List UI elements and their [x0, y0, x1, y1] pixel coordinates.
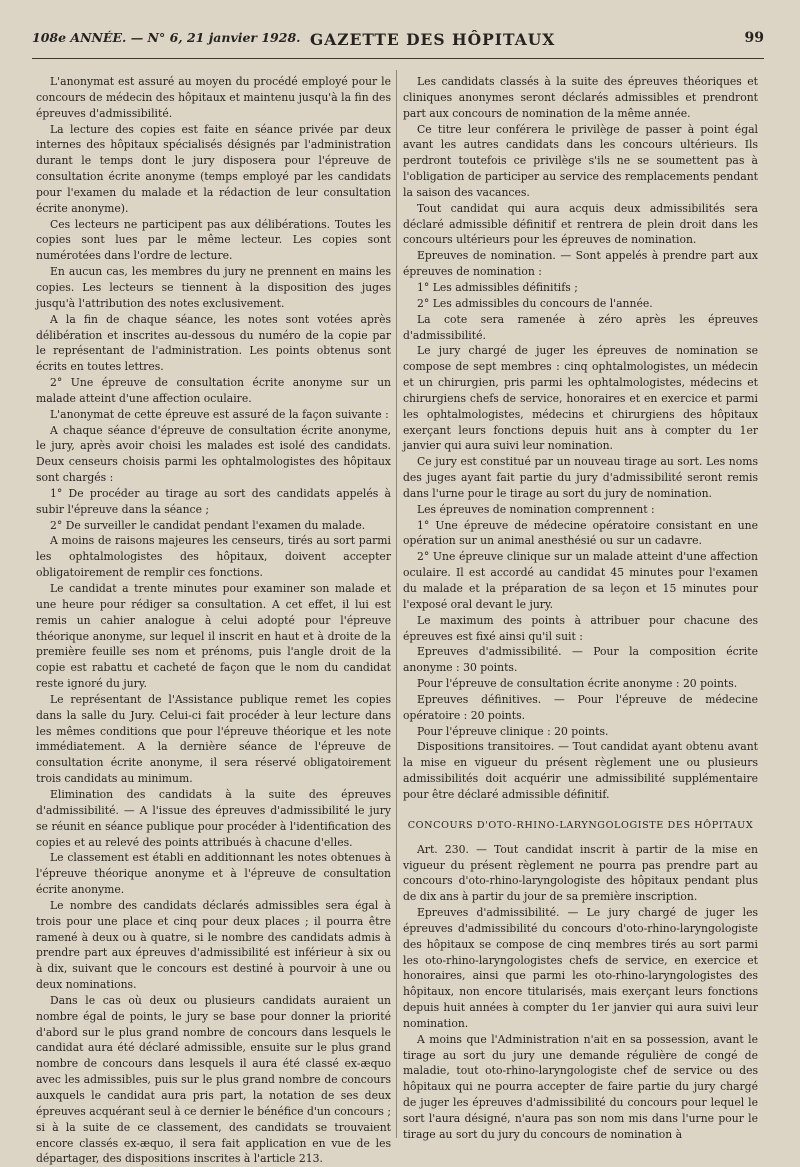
section-heading: CONCOURS D'OTO-RHINO-LARYNGOLOGISTE DES HÔPITAUX: [407, 819, 754, 831]
paragraph: La lecture des copies est faite en séance privée par deux internes des hôpitaux spécialisés désignés par l'administration durant le temps dont le jury disposera pour l'épreuve de consultation écrite anonyme (temps employé par les candidats pour l'examen du malade et la rédaction de leur consultation écrite anonyme).: [36, 122, 391, 215]
issue-info: 108e ANNÉE. — N° 6, 21 janvier 1928.: [32, 30, 301, 45]
left-column: [36, 74, 391, 1166]
paragraph: Pour l'épreuve de consultation écrite anonyme : 20 points.: [417, 677, 738, 691]
paragraph: 2° Une épreuve de consultation écrite anonyme sur un malade atteint d'une affection oculaire.: [36, 376, 391, 405]
paragraph: Les candidats classés à la suite des épreuves théoriques et cliniques anonymes seront déclarés admissibles et prendront part aux concours de nomination de la même année.: [403, 75, 758, 120]
paragraph: A chaque séance d'épreuve de consultation écrite anonyme, le jury, après avoir choisi les malades est isolé des candidats. Deux censeurs choisis parmi les ophtalmologistes des hôpitaux sont chargés :: [36, 423, 391, 485]
paragraph: Epreuves définitives. — Pour l'épreuve de médecine opératoire : 20 points.: [403, 692, 758, 722]
paragraph: Les épreuves de nomination comprennent :: [417, 502, 655, 516]
paragraph: La cote sera ramenée à zéro après les épreuves d'admissibilité.: [403, 312, 758, 342]
right-column: [403, 74, 758, 1141]
paragraph: Epreuves de nomination. — Sont appelés à prendre part aux épreuves de nomination :: [403, 249, 758, 279]
paragraph: Elimination des candidats à la suite des épreuves d'admissibilité. — A l'issue des épreuves d'admissibilité le jury se réunit en séance publique pour procéder à l'identification des copies et au relevé des points attribués à chacune d'elles.: [36, 787, 391, 849]
paragraph: 1° Une épreuve de médecine opératoire consistant en une opération sur un animal anesthésié ou sur un cadavre.: [403, 518, 758, 548]
paragraph: Le candidat a trente minutes pour examiner son malade et une heure pour rédiger sa consultation. A cet effet, il lui est remis un cahier analogue à celui adopté pour l'épreuve théorique anonyme, sur lequel il inscrit en haut et à droite de la première feuille ses nom et prénoms, puis l'angle droit de la copie est rabattu et cacheté de façon que le nom du candidat reste ignoré du jury.: [36, 582, 391, 691]
page-number: 99: [744, 30, 764, 46]
paragraph: A la fin de chaque séance, les notes sont votées après délibération et inscrites au-dessous du numéro de la copie par le représentant de l'administration. Les points obtenus sont écrits en toutes lettres.: [36, 312, 391, 374]
column-divider: [396, 70, 397, 1138]
paragraph: 1° De procéder au tirage au sort des candidats appelés à subir l'épreuve dans la séance ;: [36, 486, 391, 516]
paragraph: Le jury chargé de juger les épreuves de nomination se compose de sept membres : cinq ophtalmologistes, un médecin et un chirurgien, pris parmi les ophtalmologistes, médecins et chirurgiens chefs de service, honoraires et en exercice et parmi les ophtalmologistes, médecins et chirurgiens des hôpitaux exerçant leurs fonctions depuis huit ans à compter du 1er janvier qui aura suivi leur nomination.: [403, 344, 758, 453]
paragraph: Epreuves d'admissibilité. — Pour la composition écrite anonyme : 30 points.: [403, 645, 758, 675]
paragraph: Le maximum des points à attribuer pour chacune des épreuves est fixé ainsi qu'il suit :: [403, 613, 758, 643]
page-header: [32, 30, 764, 54]
paragraph: 2° Les admissibles du concours de l'année.: [417, 296, 653, 310]
paragraph: Dans le cas où deux ou plusieurs candidats auraient un nombre égal de points, le jury se base pour donner la priorité d'abord sur le plus grand nombre de concours dans lesquels le candidat aura été déclaré admissible, ensuite sur le plus grand nombre de concours dans lesquels il aura été classé ex-æquo avec les admissibles, puis sur le plus grand nombre de concours auxquels le candidat aura pris part, la notation de ses deux épreuves acquérant seul à ce dernier le bénéfice d'un concours ; si à la suite de ce classement, des candidats se trouvaient encore classés ex-æquo, il sera fait application en vue de les départager, des dispositions inscrites à l'article 213.: [36, 993, 391, 1166]
paragraph: Pour l'épreuve clinique : 20 points.: [417, 724, 609, 738]
journal-title: GAZETTE DES HÔPITAUX: [310, 30, 556, 49]
paragraph: Ce titre leur conférera le privilège de passer à point égal avant les autres candidats dans les concours ultérieurs. Ils perdront toutefois ce privilège s'ils ne se soumettent pas à l'obligation de participer au service des remplacements pendant la saison des vacances.: [403, 122, 758, 199]
paragraph: A moins que l'Administration n'ait en sa possession, avant le tirage au sort du jury une demande régulière de congé de maladie, tout oto-rhino-laryngologiste chef de service ou des hôpitaux qui ne pourra accepter de faire partie du jury chargé de juger les épreuves d'admissibilité du concours pour lequel le sort l'aura désigné, n'aura pas son nom mis dans l'urne pour le tirage au sort du jury du concours de nomination à: [403, 1032, 758, 1141]
paragraph: L'anonymat de cette épreuve est assuré de la façon suivante :: [50, 407, 389, 421]
paragraph: Tout candidat qui aura acquis deux admissibilités sera déclaré admissible définitif et rentrera de plein droit dans les concours ultérieurs pour les épreuves de nomination.: [403, 201, 758, 247]
paragraph: 2° Une épreuve clinique sur un malade atteint d'une affection oculaire. Il est accordé au candidat 45 minutes pour l'examen du malade et la préparation de sa leçon et 15 minutes pour l'exposé oral devant le jury.: [403, 550, 758, 611]
paragraph: Le représentant de l'Assistance publique remet les copies dans la salle du Jury. Celui-ci fait procéder à leur lecture dans les mêmes conditions que pour l'épreuve théorique et les note immédiatement. A la dernière séance de l'épreuve de consultation écrite anonyme, il sera réservé obligatoirement trois candidats au minimum.: [36, 692, 391, 786]
paragraph: Ces lecteurs ne participent pas aux délibérations. Toutes les copies sont lues par le même lecteur. Les copies sont numérotées dans l'ordre de lecture.: [36, 217, 391, 263]
paragraph: L'anonymat est assuré au moyen du procédé employé pour le concours de médecin des hôpitaux et maintenu jusqu'à la fin des épreuves d'admissibilité.: [36, 75, 391, 120]
paragraph: 2° De surveiller le candidat pendant l'examen du malade.: [50, 518, 366, 532]
paragraph: Art. 230. — Tout candidat inscrit à partir de la mise en vigueur du présent règlement ne pourra pas prendre part au concours d'oto-rhino-laryngologiste des hôpitaux pendant plus de dix ans à partir du jour de sa première inscription.: [403, 842, 758, 904]
paragraph: Ce jury est constitué par un nouveau tirage au sort. Les noms des juges ayant fait partie du jury d'admissibilité seront remis dans l'urne pour le tirage au sort du jury de nomination.: [403, 455, 758, 500]
header-rule: [32, 58, 764, 59]
paragraph: Epreuves d'admissibilité. — Le jury chargé de juger les épreuves d'admissibilité du concours d'oto-rhino-laryngologiste des hôpitaux se compose de cinq membres tirés au sort parmi les oto-rhino-laryngologistes chefs de service, en exercice et honoraires, ainsi que parmi les oto-rhino-laryngologistes des hôpitaux, non encore titularisés, mais exerçant leurs fonctions depuis huit années à compter du 1er janvier qui aura suivi leur nomination.: [403, 906, 758, 1030]
paragraph: Dispositions transitoires. — Tout candidat ayant obtenu avant la mise en vigueur du présent règlement une ou plusieurs admissibilités doit acquérir une admissibilité supplémentaire pour être déclaré admissible définitif.: [403, 740, 758, 801]
paragraph: A moins de raisons majeures les censeurs, tirés au sort parmi les ophtalmologistes des hôpitaux, doivent accepter obligatoirement de remplir ces fonctions.: [36, 534, 391, 580]
paragraph: 1° Les admissibles définitifs ;: [417, 280, 578, 294]
paragraph: Le classement est établi en additionnant les notes obtenues à l'épreuve théorique anonyme et à l'épreuve de consultation écrite anonyme.: [36, 851, 391, 897]
paragraph: Le nombre des candidats déclarés admissibles sera égal à trois pour une place et cinq pour deux places ; il pourra être ramené à deux ou à quatre, si le nombre des candidats admis à prendre part aux épreuves d'admissibilité est inférieur à six ou à dix, suivant que le concours est destiné à pourvoir à une ou deux nominations.: [36, 898, 391, 992]
paragraph: En aucun cas, les membres du jury ne prennent en mains les copies. Les lecteurs se tiennent à la disposition des juges jusqu'à l'attribution des notes exclusivement.: [36, 265, 391, 310]
